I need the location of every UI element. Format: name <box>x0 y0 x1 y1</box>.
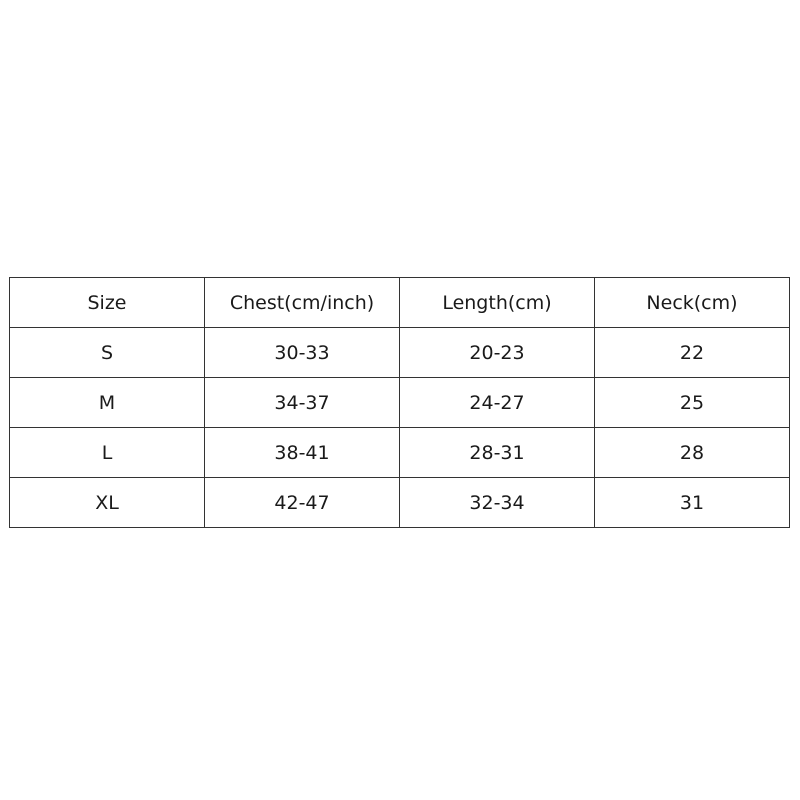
cell-length: 24-27 <box>400 378 595 428</box>
cell-neck: 25 <box>595 378 790 428</box>
cell-chest: 38-41 <box>205 428 400 478</box>
header-length: Length(cm) <box>400 278 595 328</box>
cell-size: XL <box>10 478 205 528</box>
table-header-row <box>10 278 790 328</box>
cell-size: L <box>10 428 205 478</box>
cell-neck: 28 <box>595 428 790 478</box>
cell-size: M <box>10 378 205 428</box>
table-row <box>10 478 790 528</box>
cell-length: 28-31 <box>400 428 595 478</box>
header-chest: Chest(cm/inch) <box>205 278 400 328</box>
table-row <box>10 428 790 478</box>
header-size: Size <box>10 278 205 328</box>
table-row <box>10 378 790 428</box>
cell-neck: 22 <box>595 328 790 378</box>
size-chart-table <box>9 277 790 528</box>
table-row <box>10 328 790 378</box>
cell-length: 32-34 <box>400 478 595 528</box>
header-neck: Neck(cm) <box>595 278 790 328</box>
cell-size: S <box>10 328 205 378</box>
cell-length: 20-23 <box>400 328 595 378</box>
cell-chest: 30-33 <box>205 328 400 378</box>
cell-chest: 34-37 <box>205 378 400 428</box>
cell-neck: 31 <box>595 478 790 528</box>
cell-chest: 42-47 <box>205 478 400 528</box>
